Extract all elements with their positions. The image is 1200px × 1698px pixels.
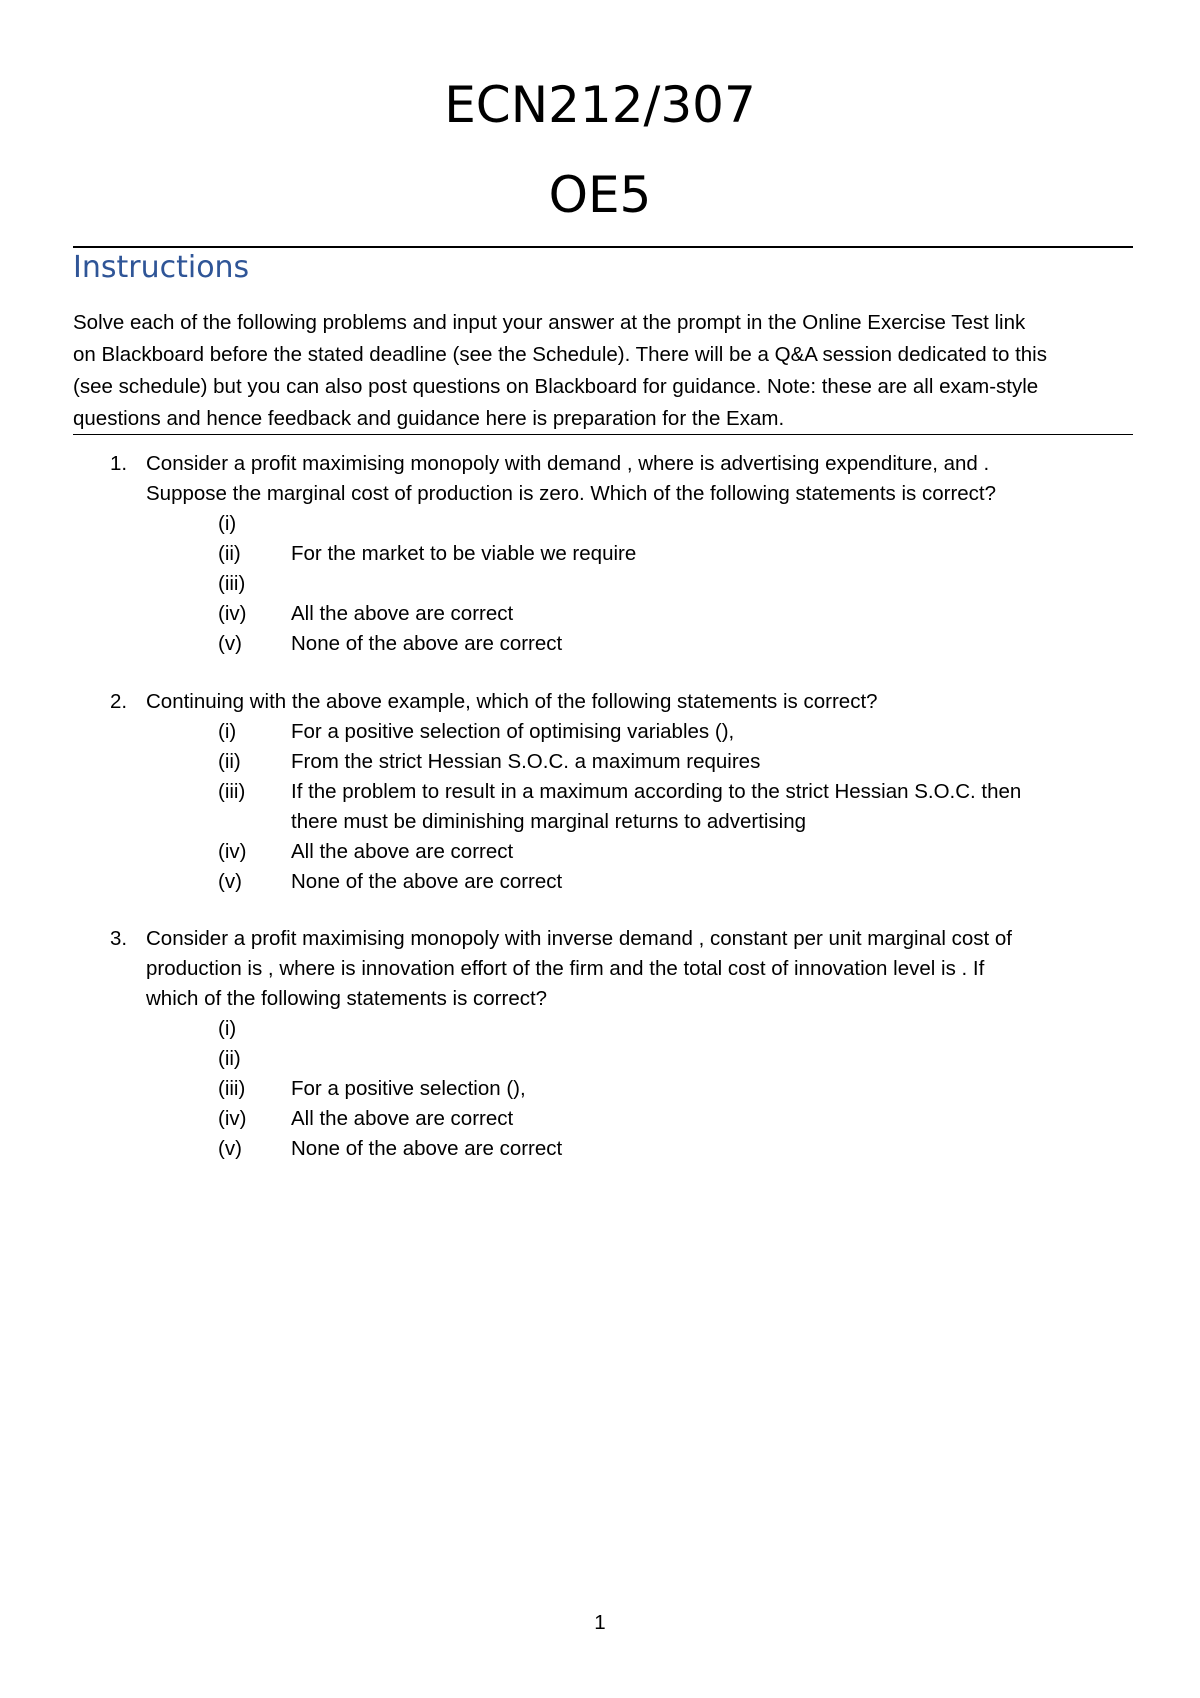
option-label: (ii) <box>218 750 241 773</box>
option-text: If the problem to result in a maximum according to the strict Hessian S.O.C. then <box>291 780 1022 803</box>
instructions-line: questions and hence feedback and guidance here is preparation for the Exam. <box>73 407 785 430</box>
option-text: None of the above are correct <box>291 1137 563 1160</box>
instructions-line: Solve each of the following problems and input your answer at the prompt in the Online Exercise Test link <box>73 311 1026 334</box>
option-text: For a positive selection of optimising variables (), <box>291 720 735 743</box>
option-label: (iv) <box>218 602 247 625</box>
option-text: All the above are correct <box>291 602 514 625</box>
option-label: (iv) <box>218 840 247 863</box>
question-text-line: which of the following statements is correct? <box>146 987 548 1010</box>
question-text-line: Consider a profit maximising monopoly with inverse demand , constant per unit marginal cost of <box>146 927 1012 950</box>
question-number: 1. <box>110 452 128 475</box>
option-label: (v) <box>218 1137 242 1160</box>
option-label: (i) <box>218 1017 237 1040</box>
option-label: (v) <box>218 870 242 893</box>
option-text: None of the above are correct <box>291 870 563 893</box>
option-text: All the above are correct <box>291 840 514 863</box>
option-text: None of the above are correct <box>291 632 563 655</box>
option-label: (i) <box>218 512 237 535</box>
instructions-heading: Instructions <box>73 250 250 285</box>
instructions-line: on Blackboard before the stated deadline (see the Schedule). There will be a Q&A session dedicated to this <box>73 343 1047 366</box>
option-text: All the above are correct <box>291 1107 514 1130</box>
option-text: For a positive selection (), <box>291 1077 526 1100</box>
option-label: (ii) <box>218 1047 241 1070</box>
question-text-line: Suppose the marginal cost of production is zero. Which of the following statements is correct? <box>146 482 997 505</box>
option-label: (iv) <box>218 1107 247 1130</box>
instructions-line: (see schedule) but you can also post questions on Blackboard for guidance. Note: these are all exam-style <box>73 375 1039 398</box>
option-label: (ii) <box>218 542 241 565</box>
question-text-line: Consider a profit maximising monopoly with demand , where is advertising expenditure, and . <box>146 452 990 475</box>
option-label: (iii) <box>218 572 246 595</box>
option-label: (v) <box>218 632 242 655</box>
option-label: (i) <box>218 720 237 743</box>
heading-divider <box>73 246 1133 248</box>
question-number: 2. <box>110 690 128 713</box>
instructions-divider <box>73 434 1133 435</box>
page-number: 1 <box>594 1611 606 1634</box>
option-label: (iii) <box>218 1077 246 1100</box>
course-code-title: ECN212/307 <box>444 76 756 134</box>
exercise-title: OE5 <box>548 166 652 224</box>
question-text-line: production is , where is innovation effort of the firm and the total cost of innovation level is . If <box>146 957 985 980</box>
option-text: From the strict Hessian S.O.C. a maximum requires <box>291 750 761 773</box>
question-number: 3. <box>110 927 128 950</box>
option-text: For the market to be viable we require <box>291 542 637 565</box>
option-label: (iii) <box>218 780 246 803</box>
question-text-line: Continuing with the above example, which of the following statements is correct? <box>146 690 878 713</box>
option-text: there must be diminishing marginal returns to advertising <box>291 810 807 833</box>
instructions-paragraph <box>73 307 1138 435</box>
